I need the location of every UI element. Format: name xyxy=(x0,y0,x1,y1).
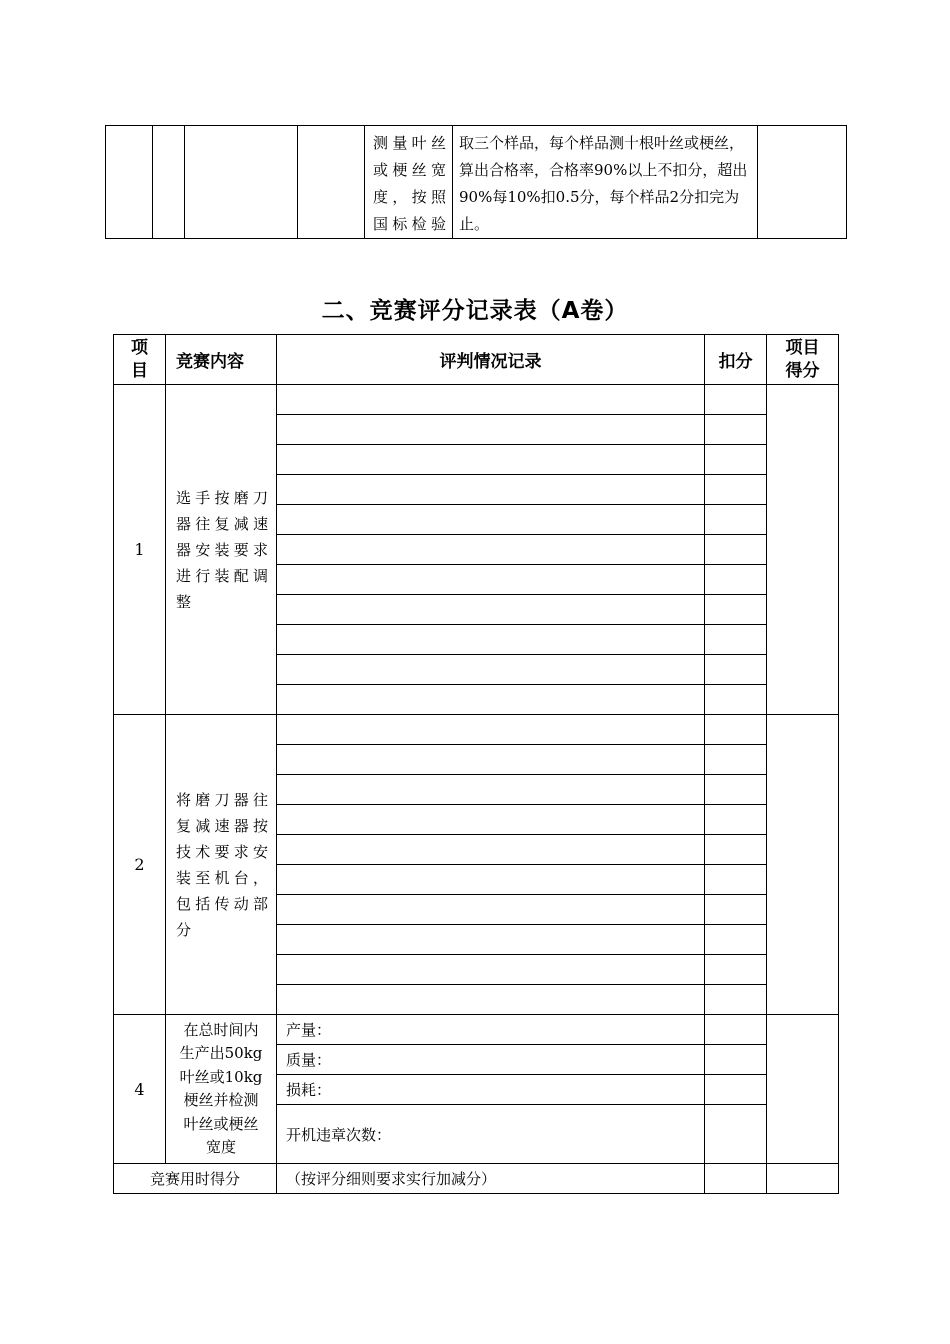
score-cell[interactable] xyxy=(767,1164,839,1194)
deduction-cell[interactable] xyxy=(705,505,767,535)
record-cell[interactable] xyxy=(277,415,705,445)
page-title: 二、竞赛评分记录表（A卷） xyxy=(321,298,629,324)
header-content: 竞赛内容 xyxy=(166,335,277,385)
deduction-cell[interactable] xyxy=(705,1075,767,1105)
record-cell[interactable] xyxy=(277,955,705,985)
content-line: 进行装配调 xyxy=(176,566,268,585)
deduction-cell[interactable] xyxy=(705,415,767,445)
record-cell[interactable] xyxy=(277,715,705,745)
loss-record[interactable]: 损耗： xyxy=(277,1075,705,1105)
content-line: 分 xyxy=(176,920,192,939)
content-line: 宽度 xyxy=(205,1138,236,1156)
content-line: 复减速器按 xyxy=(176,816,268,835)
time-score-note: （按评分细则要求实行加减分） xyxy=(277,1164,705,1194)
deduction-cell[interactable] xyxy=(705,895,767,925)
table-row xyxy=(114,715,839,745)
deduction-cell[interactable] xyxy=(705,805,767,835)
item-number: 2 xyxy=(114,715,166,1015)
empty-cell xyxy=(298,126,365,239)
deduction-cell[interactable] xyxy=(705,925,767,955)
item-content xyxy=(166,1015,277,1164)
item-number: 1 xyxy=(114,385,166,715)
header-score-line2: 得分 xyxy=(785,360,820,381)
record-cell[interactable] xyxy=(277,445,705,475)
deduction-cell[interactable] xyxy=(705,625,767,655)
empty-cell xyxy=(758,126,847,239)
deduction-cell[interactable] xyxy=(705,865,767,895)
content-line: 生产出50kg xyxy=(179,1044,263,1062)
table-row xyxy=(106,126,847,239)
deduction-cell[interactable] xyxy=(705,745,767,775)
content-line: 梗丝并检测 xyxy=(183,1091,259,1109)
content-line: 将磨刀器往 xyxy=(176,790,268,809)
record-cell[interactable] xyxy=(277,385,705,415)
deduction-cell[interactable] xyxy=(705,955,767,985)
empty-cell xyxy=(153,126,185,239)
table-footer-row xyxy=(114,1164,839,1194)
record-cell[interactable] xyxy=(277,565,705,595)
record-cell[interactable] xyxy=(277,655,705,685)
violation-count-record[interactable]: 开机违章次数： xyxy=(277,1105,705,1164)
record-cell[interactable] xyxy=(277,505,705,535)
table-header-row xyxy=(114,335,839,385)
record-cell[interactable] xyxy=(277,475,705,505)
deduction-cell[interactable] xyxy=(705,475,767,505)
deduction-cell[interactable] xyxy=(705,595,767,625)
record-cell[interactable] xyxy=(277,805,705,835)
item-content xyxy=(166,715,277,1015)
deduction-cell[interactable] xyxy=(705,1105,767,1164)
output-record[interactable]: 产量： xyxy=(277,1015,705,1045)
record-cell[interactable] xyxy=(277,775,705,805)
empty-cell xyxy=(106,126,153,239)
content-line: 包括传动部 xyxy=(176,894,268,913)
deduction-cell[interactable] xyxy=(705,565,767,595)
header-record: 评判情况记录 xyxy=(277,335,705,385)
table-row xyxy=(114,1015,839,1045)
header-deduction: 扣分 xyxy=(705,335,767,385)
content-line: 叶丝或10kg xyxy=(179,1067,263,1086)
header-item-line2: 目 xyxy=(131,360,148,381)
deduction-cell[interactable] xyxy=(705,985,767,1015)
header-item-line1: 项 xyxy=(131,337,148,358)
time-score-label: 竞赛用时得分 xyxy=(114,1164,277,1194)
item-number: 4 xyxy=(114,1015,166,1164)
table-row xyxy=(114,385,839,415)
item-content xyxy=(166,385,277,715)
record-cell[interactable] xyxy=(277,925,705,955)
record-cell[interactable] xyxy=(277,595,705,625)
deduction-cell[interactable] xyxy=(705,445,767,475)
record-cell[interactable] xyxy=(277,685,705,715)
score-cell[interactable] xyxy=(767,1015,839,1164)
record-cell[interactable] xyxy=(277,835,705,865)
record-cell[interactable] xyxy=(277,985,705,1015)
record-cell[interactable] xyxy=(277,535,705,565)
deduction-cell[interactable] xyxy=(705,385,767,415)
criterion-cell: 测量叶丝或梗丝宽度，按照国标检验 xyxy=(365,126,453,239)
empty-cell xyxy=(185,126,298,239)
header-score xyxy=(767,335,839,385)
deduction-cell[interactable] xyxy=(705,535,767,565)
deduction-cell[interactable] xyxy=(705,655,767,685)
record-cell[interactable] xyxy=(277,625,705,655)
record-cell[interactable] xyxy=(277,895,705,925)
record-cell[interactable] xyxy=(277,745,705,775)
content-line: 叶丝或梗丝 xyxy=(183,1114,259,1133)
deduction-cell[interactable] xyxy=(705,775,767,805)
content-line: 技术要求安 xyxy=(176,842,268,861)
deduction-cell[interactable] xyxy=(705,835,767,865)
previous-table-fragment xyxy=(105,125,847,239)
deduction-cell[interactable] xyxy=(705,1164,767,1194)
deduction-cell[interactable] xyxy=(705,1015,767,1045)
content-line: 器安装要求 xyxy=(176,540,268,559)
content-line: 器往复减速 xyxy=(176,514,268,533)
header-score-line1: 项目 xyxy=(785,337,820,358)
deduction-cell[interactable] xyxy=(705,1045,767,1075)
content-line: 装至机台， xyxy=(176,868,268,887)
quality-record[interactable]: 质量： xyxy=(277,1045,705,1075)
content-line: 整 xyxy=(176,592,192,611)
deduction-cell[interactable] xyxy=(705,685,767,715)
score-record-table xyxy=(113,334,839,1194)
scoring-rule-cell: 取三个样品，每个样品测十根叶丝或梗丝，算出合格率，合格率90%以上不扣分，超出90%每10%扣0.5分，每个样品2分扣完为止。 xyxy=(453,126,758,239)
header-item xyxy=(114,335,166,385)
score-cell[interactable] xyxy=(767,385,839,715)
content-line: 在总时间内 xyxy=(183,1020,259,1039)
record-cell[interactable] xyxy=(277,865,705,895)
deduction-cell[interactable] xyxy=(705,715,767,745)
score-cell[interactable] xyxy=(767,715,839,1015)
content-line: 选手按磨刀 xyxy=(176,488,268,507)
